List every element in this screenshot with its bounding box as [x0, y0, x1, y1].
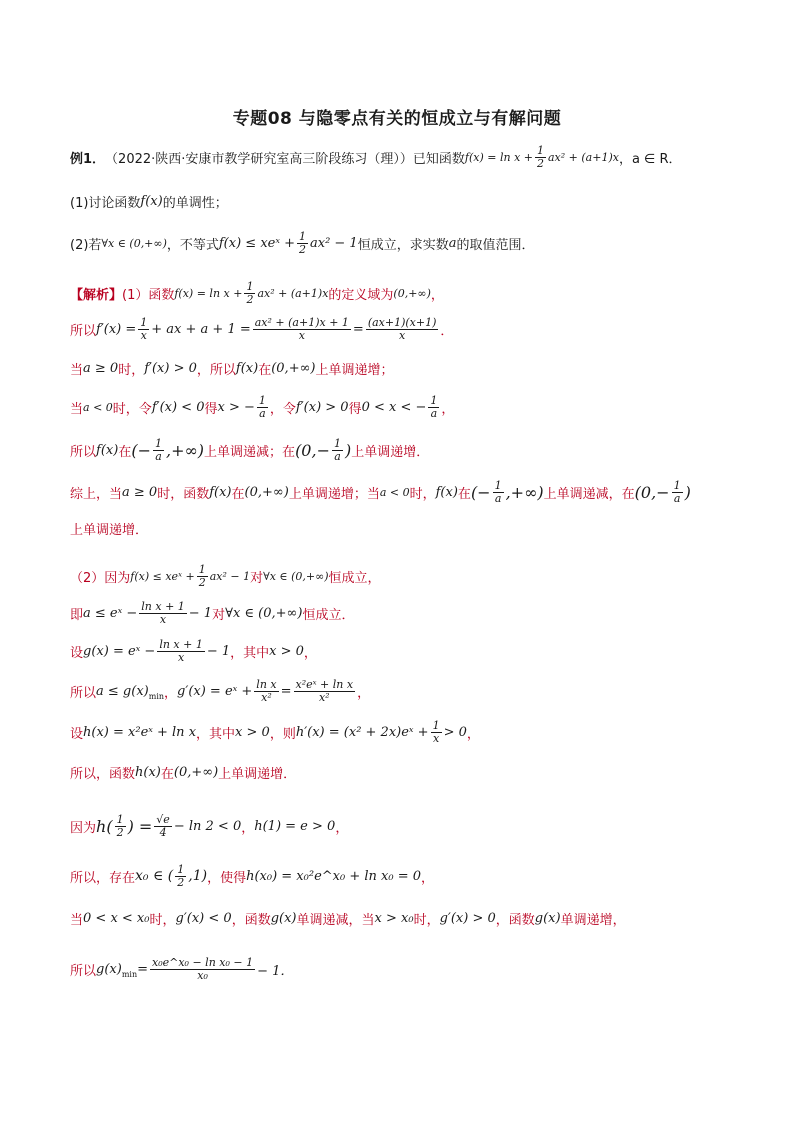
hinc-d: (0,+∞) — [173, 764, 219, 780]
mono-d: (− — [131, 440, 151, 460]
fin-a: 所以 — [70, 963, 97, 979]
example-func-rhs: ax² + (a+1)x — [548, 150, 619, 164]
case2-e: x > − — [217, 399, 255, 415]
fin-b: g(x) — [96, 961, 122, 977]
case1-b: 时， — [118, 362, 145, 378]
deriv-mid: + ax + a + 1 = — [151, 321, 251, 337]
fin-d: − 1． — [257, 963, 294, 979]
gmin-e: = — [280, 683, 292, 699]
solution-intro — [70, 279, 444, 307]
ex-c: ,1) — [188, 868, 208, 884]
eq-a: 即 — [70, 607, 84, 623]
p1-domain: 的定义域为 — [328, 287, 394, 303]
mono-frac-2: $\frac{1}{a}$ — [333, 436, 341, 463]
sum-n: 上单调递减，在 — [543, 486, 635, 502]
sum-f: (0,+∞) — [244, 484, 289, 500]
eq-f: 恒成立． — [302, 607, 355, 623]
gm-f: g(x) — [270, 910, 297, 926]
case1-cond: a ≥ 0 — [83, 360, 119, 376]
p1-domain-val: (0,+∞) — [393, 286, 431, 300]
hv-c: ) = — [127, 816, 153, 836]
gmin-d: g′(x) = eˣ + — [177, 683, 253, 699]
hinc-b: h(x) — [135, 764, 161, 780]
mono-c: 在 — [118, 444, 132, 460]
gm-a: 当 — [70, 912, 84, 928]
question-2 — [70, 229, 535, 257]
case2-frac-2: $\frac{1}{a}$ — [430, 393, 438, 420]
mono-h: ) — [344, 440, 352, 460]
case2-g: ，令 — [269, 401, 296, 417]
case1-a: 当 — [70, 362, 84, 378]
hinc-a: 所以，函数 — [70, 766, 136, 782]
q2-tail: 恒成立，求实数 — [357, 237, 449, 253]
sum-frac-1: $\frac{1}{a}$ — [494, 478, 502, 505]
hv-g: ， — [335, 820, 349, 836]
p2-a: （2）因为 — [70, 570, 131, 586]
h-e: ，则 — [269, 726, 296, 742]
sum-j: f(x) — [435, 484, 458, 500]
h-def-line — [70, 718, 480, 746]
deriv-end: ． — [440, 323, 454, 339]
g-e: x > 0 — [269, 643, 304, 659]
h-c: ，其中 — [196, 726, 236, 742]
gm-j: g′(x) > 0 — [439, 910, 496, 926]
fin-c: = — [137, 961, 149, 977]
gm-c: 时， — [149, 912, 176, 928]
monotonic-line — [70, 436, 429, 464]
hinc-c: 在 — [160, 766, 174, 782]
sum-l: (− — [470, 482, 491, 502]
gmin-b: a ≤ g(x) — [96, 683, 149, 699]
gm-d: g′(x) < 0 — [175, 910, 232, 926]
mono-e: ,+∞) — [165, 440, 205, 460]
example-frac-half: $\frac{1}{2}$ — [537, 143, 544, 170]
mono-f: 上单调递减；在 — [204, 444, 296, 460]
case1-c: f′(x) > 0 — [144, 360, 197, 376]
gm-m: 单调递增， — [560, 912, 626, 928]
sum-p: ) — [684, 482, 691, 502]
exists-line — [70, 862, 434, 890]
deriv-frac-1: $\frac{1}{x}$ — [140, 315, 148, 342]
p1-frac-half: $\frac{1}{2}$ — [246, 279, 254, 306]
sum-c: 时，函数 — [157, 486, 210, 502]
g-c: − 1 — [206, 643, 231, 659]
part2-intro — [70, 562, 381, 590]
example-source: （2022·陕西·安康市教学研究室高三阶段练习（理））已知函数 — [105, 151, 465, 167]
p1-func: f(x) = ln x + — [174, 286, 243, 300]
g-f: ， — [303, 645, 317, 661]
eq-d: 对 — [212, 607, 226, 623]
eq-e: ∀x ∈ (0,+∞) — [225, 605, 303, 621]
hv-b: h( — [96, 816, 113, 836]
case1-f: 在 — [258, 362, 272, 378]
p2-f: 恒成立， — [328, 570, 381, 586]
sum-q: 上单调递增． — [70, 522, 149, 538]
fin-frac: $\frac{\text{x₀e\textasciicircum{}x₀ − ln x₀ − 1}}{\text{x₀}}$ — [152, 955, 254, 982]
ex-a: 所以，存在 — [70, 870, 136, 886]
p1-pre: (1）函数 — [122, 287, 175, 303]
h-f: h′(x) = (x² + 2x)eˣ + — [295, 724, 429, 740]
sum-a: 综上，当 — [70, 486, 123, 502]
mono-i: 上单调递增． — [351, 444, 430, 460]
eq-b: a ≤ eˣ − — [83, 605, 138, 621]
q1-expr: f(x) — [140, 193, 163, 209]
gm-h: x > x₀ — [374, 910, 414, 926]
case2-c: f′(x) < 0 — [151, 399, 205, 415]
case2-a: 当 — [70, 401, 84, 417]
h-a: 设 — [70, 726, 84, 742]
gmin-f: ， — [357, 685, 371, 701]
gm-g: 单调递减，当 — [296, 912, 375, 928]
gmin-frac-2: $\frac{\text{x²eˣ + ln x}}{\text{x²}}$ — [295, 677, 354, 704]
example-func-lhs: f(x) = ln x + — [464, 150, 533, 164]
derivative-line — [70, 315, 453, 343]
eq-c: − 1 — [188, 605, 213, 621]
summary-line-2 — [70, 514, 148, 542]
hv-d: − ln 2 < 0 — [173, 818, 242, 834]
sum-frac-2: $\frac{1}{a}$ — [673, 478, 681, 505]
sum-k: 在 — [457, 486, 471, 502]
q2-end: 的取值范围． — [456, 237, 535, 253]
example-line — [70, 143, 682, 171]
ex-d: ，使得 — [207, 870, 247, 886]
hv-e: ， — [241, 820, 255, 836]
deriv-eq: = — [352, 321, 364, 337]
g-def-line — [70, 637, 317, 665]
ex-b: x₀ ∈ ( — [135, 868, 174, 884]
case1-e: f(x) — [235, 360, 259, 376]
deriv-pre: 所以 — [70, 323, 97, 339]
h-d: x > 0 — [235, 724, 270, 740]
mono-frac-1: $\frac{1}{a}$ — [154, 436, 162, 463]
h-b: h(x) = x²eˣ + ln x — [83, 724, 197, 740]
case1-g: (0,+∞) — [271, 360, 316, 376]
g-d: ，其中 — [230, 645, 270, 661]
summary-line — [70, 478, 691, 506]
g-b: g(x) = eˣ − — [83, 643, 156, 659]
g-a: 设 — [70, 645, 84, 661]
sum-b: a ≥ 0 — [122, 484, 158, 500]
gm-e: ，函数 — [231, 912, 271, 928]
gmin-a: 所以 — [70, 685, 97, 701]
mono-b: f(x) — [96, 442, 119, 458]
q2-mid: ，不等式 — [166, 237, 219, 253]
ex-frac: $\frac{1}{2}$ — [177, 862, 185, 889]
example-label: 例1． — [70, 151, 106, 167]
q2-pre: (2)若 — [70, 237, 102, 253]
h-frac: $\frac{1}{x}$ — [432, 718, 440, 745]
deriv-frac-3: $\frac{(ax+1)(x+1)}{x}$ — [367, 315, 437, 342]
gm-b: 0 < x < x₀ — [83, 910, 150, 926]
sum-o: (0,− — [634, 482, 670, 502]
fin-sub: min — [121, 970, 138, 979]
mono-g: (0,− — [295, 440, 330, 460]
p2-b: f(x) ≤ xeˣ + — [130, 569, 195, 583]
p1-comma: ， — [430, 287, 444, 303]
deriv-frac-2: $\frac{\text{ax² + (a+1)x + 1}}{x}$ — [254, 315, 349, 342]
ex-f: ， — [420, 870, 434, 886]
gmin-c: ， — [164, 685, 178, 701]
hv-a: 因为 — [70, 820, 97, 836]
gm-i: 时， — [413, 912, 440, 928]
sum-g: 上单调递增；当 — [288, 486, 380, 502]
h-h: ， — [466, 726, 480, 742]
gm-l: g(x) — [534, 910, 561, 926]
p2-d: 对 — [250, 570, 264, 586]
case2-b: 时，令 — [112, 401, 152, 417]
sum-i: 时， — [409, 486, 436, 502]
sum-m: ,+∞) — [505, 482, 544, 502]
sum-e: 在 — [231, 486, 245, 502]
hv-frac-2: $\frac{√e}{4}$ — [156, 812, 170, 839]
case-2 — [70, 393, 454, 421]
solution-label: 【解析】 — [70, 287, 123, 303]
p2-c: ax² − 1 — [209, 569, 251, 583]
h-g: > 0 — [443, 724, 467, 740]
ex-e: h(x₀) = x₀²e^x₀ + ln x₀ = 0 — [246, 868, 421, 884]
case2-h: f′(x) > 0 — [295, 399, 349, 415]
hv-f: h(1) = e > 0 — [254, 818, 336, 834]
p1-func-b: ax² + (a+1)x — [257, 286, 329, 300]
hv-frac-1: $\frac{1}{2}$ — [116, 812, 124, 839]
h-values-line — [70, 812, 348, 840]
page-title: 专题08 与隐零点有关的恒成立与有解问题 — [232, 109, 562, 129]
gmin-frac-1: $\frac{\text{ln x}}{\text{x²}}$ — [256, 677, 277, 704]
p2-frac-half: $\frac{1}{2}$ — [198, 562, 206, 589]
g-frac: $\frac{\text{ln x + 1}}{x}$ — [159, 637, 203, 664]
p2-e: ∀x ∈ (0,+∞) — [263, 569, 329, 583]
g-monotonic-line — [70, 904, 626, 932]
case2-d: 得 — [204, 401, 218, 417]
case-1 — [70, 354, 394, 382]
sum-d: f(x) — [209, 484, 232, 500]
case1-h: 上单调递增； — [315, 362, 394, 378]
case2-cond: a < 0 — [83, 400, 113, 414]
q2-cond: ∀x ∈ (0,+∞) — [101, 236, 167, 250]
case2-j: 0 < x < − — [361, 399, 427, 415]
example-domain-note: ，a ∈ R． — [618, 151, 682, 167]
q2-ineq-a: f(x) ≤ xeˣ + — [218, 235, 295, 251]
gmin-sub: min — [148, 692, 165, 701]
case2-frac-1: $\frac{1}{a}$ — [258, 393, 266, 420]
equivalent-line — [70, 599, 354, 627]
case1-d: ，所以 — [196, 362, 236, 378]
q2-ineq-b: ax² − 1 — [309, 235, 358, 251]
final-line — [70, 955, 293, 983]
mono-a: 所以 — [70, 444, 97, 460]
deriv-lhs: f′(x) = — [96, 321, 137, 337]
q2-frac-half: $\frac{1}{2}$ — [298, 229, 306, 256]
q2-var: a — [448, 235, 457, 251]
case2-i: 得 — [348, 401, 362, 417]
eq-frac: $\frac{\text{ln x + 1}}{x}$ — [141, 599, 185, 626]
h-increasing-line — [70, 758, 296, 786]
question-1 — [70, 187, 228, 215]
case2-k: ， — [441, 401, 455, 417]
gm-k: ，函数 — [495, 912, 535, 928]
q1-tail: 的单调性； — [162, 195, 228, 211]
gmin-line — [70, 677, 370, 705]
hinc-e: 上单调递增． — [218, 766, 297, 782]
q1-text: (1)讨论函数 — [70, 195, 141, 211]
sum-h: a < 0 — [379, 485, 410, 499]
